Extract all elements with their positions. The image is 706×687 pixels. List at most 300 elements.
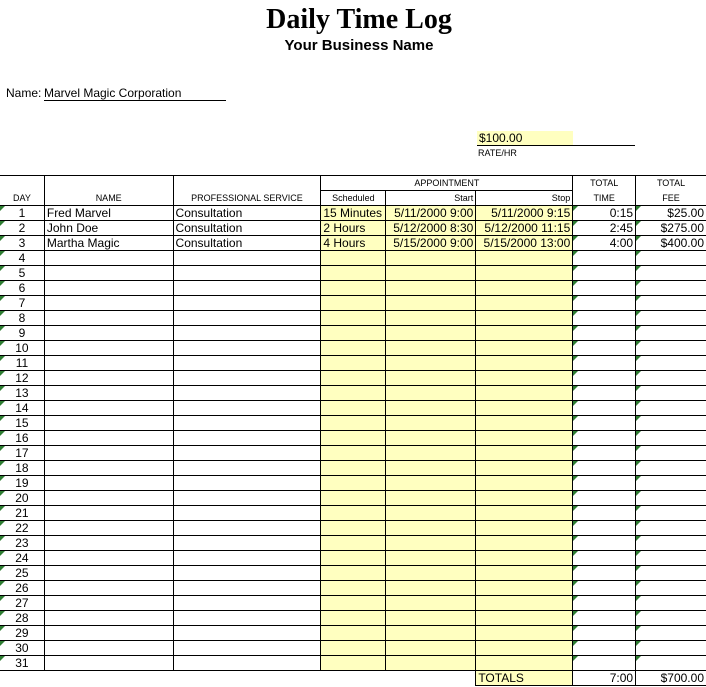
start-cell[interactable] — [386, 476, 476, 491]
cell-marker-icon — [636, 371, 641, 376]
scheduled-cell[interactable] — [321, 491, 386, 506]
day-cell — [0, 641, 44, 656]
name-cell[interactable] — [44, 626, 173, 641]
scheduled-cell[interactable] — [321, 506, 386, 521]
scheduled-cell[interactable] — [321, 281, 386, 296]
cell-marker-icon — [0, 431, 5, 436]
start-cell[interactable] — [386, 521, 476, 536]
table-row — [0, 356, 706, 371]
name-cell[interactable] — [44, 506, 173, 521]
day-cell-text: 6 — [18, 281, 26, 295]
start-cell[interactable] — [386, 611, 476, 626]
stop-cell[interactable] — [476, 476, 573, 491]
table-row — [0, 566, 706, 581]
cell-marker-icon — [0, 506, 5, 511]
scheduled-cell[interactable]: 2 Hours — [321, 221, 386, 236]
stop-cell[interactable] — [476, 581, 573, 596]
header-service-top — [173, 176, 321, 191]
total-time-cell — [573, 551, 636, 566]
cell-marker-icon — [0, 611, 5, 616]
scheduled-cell[interactable] — [321, 596, 386, 611]
cell-marker-icon — [0, 326, 5, 331]
table-row — [0, 491, 706, 506]
cell-marker-icon — [0, 236, 5, 241]
name-cell[interactable] — [44, 311, 173, 326]
day-cell — [0, 296, 44, 311]
name-cell[interactable] — [44, 326, 173, 341]
cell-marker-icon — [573, 491, 578, 496]
name-cell[interactable] — [44, 266, 173, 281]
stop-cell[interactable] — [476, 641, 573, 656]
scheduled-cell[interactable] — [321, 371, 386, 386]
service-cell[interactable] — [173, 281, 321, 296]
cell-marker-icon — [573, 356, 578, 361]
name-cell[interactable] — [44, 281, 173, 296]
cell-marker-icon — [573, 221, 578, 226]
cell-marker-icon — [636, 461, 641, 466]
scheduled-cell[interactable] — [321, 386, 386, 401]
table-row — [0, 521, 706, 536]
start-cell[interactable] — [386, 341, 476, 356]
day-cell-text: 12 — [15, 371, 29, 385]
total-fee-cell — [636, 296, 706, 311]
start-cell[interactable] — [386, 401, 476, 416]
header-name: NAME — [44, 191, 173, 206]
header-total-time-2: TIME — [573, 191, 636, 206]
day-cell — [0, 611, 44, 626]
scheduled-cell[interactable] — [321, 401, 386, 416]
cell-marker-icon — [0, 281, 5, 286]
name-cell[interactable] — [44, 341, 173, 356]
start-cell[interactable] — [386, 311, 476, 326]
start-cell[interactable]: 5/15/2000 9:00 — [386, 236, 476, 251]
start-cell[interactable] — [386, 641, 476, 656]
stop-cell[interactable] — [476, 491, 573, 506]
stop-cell[interactable] — [476, 431, 573, 446]
service-cell[interactable] — [173, 566, 321, 581]
service-cell[interactable] — [173, 251, 321, 266]
cell-marker-icon — [636, 641, 641, 646]
name-field[interactable]: Marvel Magic Corporation — [44, 86, 226, 101]
cell-marker-icon — [573, 446, 578, 451]
stop-cell[interactable] — [476, 281, 573, 296]
name-cell[interactable] — [44, 401, 173, 416]
service-cell[interactable] — [173, 536, 321, 551]
service-cell[interactable] — [173, 446, 321, 461]
total-fee-cell — [636, 626, 706, 641]
service-cell[interactable] — [173, 326, 321, 341]
day-cell — [0, 251, 44, 266]
table-row — [0, 311, 706, 326]
service-cell[interactable] — [173, 551, 321, 566]
service-cell[interactable] — [173, 611, 321, 626]
name-cell[interactable] — [44, 611, 173, 626]
start-cell[interactable] — [386, 386, 476, 401]
service-cell[interactable] — [173, 476, 321, 491]
table-row — [0, 296, 706, 311]
name-cell[interactable] — [44, 536, 173, 551]
total-time-cell — [573, 656, 636, 671]
stop-cell[interactable] — [476, 311, 573, 326]
total-fee-cell — [636, 476, 706, 491]
start-cell[interactable] — [386, 626, 476, 641]
table-row — [0, 596, 706, 611]
cell-marker-icon — [573, 566, 578, 571]
scheduled-cell[interactable] — [321, 551, 386, 566]
stop-cell[interactable] — [476, 371, 573, 386]
scheduled-cell[interactable] — [321, 431, 386, 446]
service-cell[interactable] — [173, 596, 321, 611]
start-cell[interactable] — [386, 596, 476, 611]
total-time-cell — [573, 491, 636, 506]
stop-cell[interactable]: 5/11/2000 9:15 — [476, 206, 573, 221]
scheduled-cell[interactable] — [321, 251, 386, 266]
table-row — [0, 401, 706, 416]
total-time-cell — [573, 236, 636, 251]
start-cell[interactable] — [386, 551, 476, 566]
stop-cell[interactable] — [476, 626, 573, 641]
total-fee-cell — [636, 401, 706, 416]
cell-marker-icon — [0, 641, 5, 646]
service-cell[interactable] — [173, 356, 321, 371]
cell-marker-icon — [573, 626, 578, 631]
cell-marker-icon — [573, 311, 578, 316]
scheduled-cell[interactable] — [321, 266, 386, 281]
stop-cell[interactable] — [476, 506, 573, 521]
service-cell[interactable] — [173, 416, 321, 431]
name-cell[interactable] — [44, 386, 173, 401]
day-cell-text: 30 — [15, 641, 29, 655]
total-fee-cell — [636, 236, 706, 251]
start-cell[interactable] — [386, 461, 476, 476]
total-time-cell — [573, 626, 636, 641]
header-total-time-1: TOTAL — [573, 176, 636, 191]
stop-cell[interactable] — [476, 326, 573, 341]
day-cell-text: 18 — [15, 461, 29, 475]
cell-marker-icon — [0, 536, 5, 541]
stop-cell[interactable] — [476, 596, 573, 611]
total-fee-cell — [636, 656, 706, 671]
cell-marker-icon — [573, 551, 578, 556]
day-cell — [0, 536, 44, 551]
scheduled-cell[interactable] — [321, 446, 386, 461]
name-cell[interactable] — [44, 566, 173, 581]
stop-cell[interactable] — [476, 266, 573, 281]
day-cell — [0, 446, 44, 461]
cell-marker-icon — [636, 251, 641, 256]
total-fee-cell — [636, 281, 706, 296]
service-cell[interactable] — [173, 461, 321, 476]
start-cell[interactable] — [386, 446, 476, 461]
total-time-cell — [573, 311, 636, 326]
scheduled-cell[interactable] — [321, 611, 386, 626]
cell-marker-icon — [636, 266, 641, 271]
total-fee-cell-text: $275.00 — [660, 221, 704, 235]
business-name[interactable]: Your Business Name — [284, 37, 434, 54]
start-cell[interactable]: 5/12/2000 8:30 — [386, 221, 476, 236]
total-time-cell — [573, 296, 636, 311]
table-row — [0, 386, 706, 401]
stop-cell[interactable] — [476, 356, 573, 371]
stop-cell[interactable]: 5/12/2000 11:15 — [476, 221, 573, 236]
day-cell-text: 22 — [15, 521, 29, 535]
cell-marker-icon — [636, 566, 641, 571]
service-cell[interactable] — [173, 401, 321, 416]
name-cell[interactable] — [44, 551, 173, 566]
day-cell-text: 9 — [18, 326, 26, 340]
scheduled-cell[interactable] — [321, 296, 386, 311]
cell-marker-icon — [573, 326, 578, 331]
table-row — [0, 281, 706, 296]
start-cell[interactable] — [386, 431, 476, 446]
start-cell[interactable] — [386, 281, 476, 296]
total-fee-cell-text: $25.00 — [667, 206, 704, 220]
service-cell[interactable] — [173, 386, 321, 401]
day-cell-text: 14 — [15, 401, 29, 415]
name-cell[interactable] — [44, 356, 173, 371]
day-cell-text: 10 — [15, 341, 29, 355]
start-cell[interactable] — [386, 326, 476, 341]
total-fee-cell — [636, 386, 706, 401]
stop-cell[interactable] — [476, 656, 573, 671]
total-time-cell — [573, 521, 636, 536]
cell-marker-icon — [0, 581, 5, 586]
name-cell[interactable]: Martha Magic — [44, 236, 173, 251]
total-fee-cell — [636, 416, 706, 431]
service-cell[interactable] — [173, 296, 321, 311]
table-row — [0, 326, 706, 341]
name-cell[interactable]: John Doe — [44, 221, 173, 236]
scheduled-cell[interactable]: 15 Minutes — [321, 206, 386, 221]
day-cell-text: 15 — [15, 416, 29, 430]
totals-time: 7:00 — [573, 671, 636, 686]
total-fee-cell — [636, 251, 706, 266]
day-cell — [0, 461, 44, 476]
total-fee-cell — [636, 506, 706, 521]
day-cell — [0, 521, 44, 536]
scheduled-cell[interactable] — [321, 641, 386, 656]
stop-cell[interactable] — [476, 341, 573, 356]
scheduled-cell[interactable]: 4 Hours — [321, 236, 386, 251]
scheduled-cell[interactable] — [321, 536, 386, 551]
start-cell[interactable] — [386, 536, 476, 551]
total-time-cell — [573, 281, 636, 296]
service-cell[interactable] — [173, 266, 321, 281]
service-cell[interactable] — [173, 581, 321, 596]
name-cell[interactable] — [44, 656, 173, 671]
cell-marker-icon — [573, 281, 578, 286]
cell-marker-icon — [0, 461, 5, 466]
table-row — [0, 581, 706, 596]
table-row — [0, 431, 706, 446]
cell-marker-icon — [0, 551, 5, 556]
start-cell[interactable] — [386, 371, 476, 386]
name-cell[interactable] — [44, 491, 173, 506]
cell-marker-icon — [0, 401, 5, 406]
header-appointment: APPOINTMENT — [321, 176, 573, 191]
day-cell — [0, 371, 44, 386]
stop-cell[interactable] — [476, 446, 573, 461]
total-time-cell — [573, 506, 636, 521]
start-cell[interactable]: 5/11/2000 9:00 — [386, 206, 476, 221]
day-cell — [0, 311, 44, 326]
start-cell[interactable] — [386, 506, 476, 521]
name-cell[interactable] — [44, 416, 173, 431]
day-cell-text: 17 — [15, 446, 29, 460]
stop-cell[interactable] — [476, 416, 573, 431]
scheduled-cell[interactable] — [321, 461, 386, 476]
service-cell[interactable] — [173, 626, 321, 641]
service-cell[interactable]: Consultation — [173, 221, 321, 236]
cell-marker-icon — [0, 566, 5, 571]
start-cell[interactable] — [386, 491, 476, 506]
start-cell[interactable] — [386, 296, 476, 311]
stop-cell[interactable] — [476, 251, 573, 266]
total-fee-cell — [636, 581, 706, 596]
stop-cell[interactable] — [476, 401, 573, 416]
start-cell[interactable] — [386, 581, 476, 596]
stop-cell[interactable] — [476, 551, 573, 566]
total-time-cell — [573, 596, 636, 611]
name-cell[interactable] — [44, 446, 173, 461]
total-time-cell-text: 0:15 — [609, 206, 634, 220]
day-cell-text: 8 — [18, 311, 26, 325]
cell-marker-icon — [573, 581, 578, 586]
total-time-cell — [573, 476, 636, 491]
scheduled-cell[interactable] — [321, 581, 386, 596]
name-cell[interactable] — [44, 461, 173, 476]
day-cell — [0, 236, 44, 251]
name-cell[interactable] — [44, 476, 173, 491]
stop-cell[interactable]: 5/15/2000 13:00 — [476, 236, 573, 251]
cell-marker-icon — [636, 476, 641, 481]
cell-marker-icon — [0, 251, 5, 256]
cell-marker-icon — [636, 656, 641, 661]
table-row — [0, 416, 706, 431]
cell-marker-icon — [573, 266, 578, 271]
name-cell[interactable] — [44, 431, 173, 446]
stop-cell[interactable] — [476, 566, 573, 581]
day-cell — [0, 341, 44, 356]
totals-fee: $700.00 — [636, 671, 706, 686]
service-cell[interactable]: Consultation — [173, 206, 321, 221]
cell-marker-icon — [573, 521, 578, 526]
service-cell[interactable] — [173, 371, 321, 386]
service-cell[interactable] — [173, 506, 321, 521]
day-cell-text: 13 — [15, 386, 29, 400]
cell-marker-icon — [573, 461, 578, 466]
start-cell[interactable] — [386, 566, 476, 581]
cell-marker-icon — [0, 476, 5, 481]
cell-marker-icon — [636, 431, 641, 436]
name-cell[interactable] — [44, 581, 173, 596]
cell-marker-icon — [636, 341, 641, 346]
name-cell[interactable] — [44, 296, 173, 311]
stop-cell[interactable] — [476, 386, 573, 401]
total-fee-cell — [636, 266, 706, 281]
cell-marker-icon — [0, 386, 5, 391]
day-cell — [0, 221, 44, 236]
total-fee-cell — [636, 566, 706, 581]
header-scheduled: Scheduled — [321, 191, 386, 206]
scheduled-cell[interactable] — [321, 521, 386, 536]
cell-marker-icon — [573, 611, 578, 616]
start-cell[interactable] — [386, 266, 476, 281]
cell-marker-icon — [0, 416, 5, 421]
cell-marker-icon — [636, 581, 641, 586]
stop-cell[interactable] — [476, 611, 573, 626]
cell-marker-icon — [636, 521, 641, 526]
service-cell[interactable] — [173, 641, 321, 656]
table-row — [0, 551, 706, 566]
service-cell[interactable] — [173, 521, 321, 536]
stop-cell[interactable] — [476, 521, 573, 536]
total-time-cell — [573, 326, 636, 341]
cell-marker-icon — [636, 416, 641, 421]
name-cell[interactable] — [44, 521, 173, 536]
service-cell[interactable] — [173, 491, 321, 506]
scheduled-cell[interactable] — [321, 356, 386, 371]
table-row — [0, 446, 706, 461]
service-cell[interactable] — [173, 311, 321, 326]
name-cell[interactable] — [44, 641, 173, 656]
start-cell[interactable] — [386, 656, 476, 671]
table-row — [0, 506, 706, 521]
cell-marker-icon — [636, 491, 641, 496]
cell-marker-icon — [0, 446, 5, 451]
name-cell[interactable] — [44, 251, 173, 266]
stop-cell[interactable] — [476, 536, 573, 551]
start-cell[interactable] — [386, 356, 476, 371]
cell-marker-icon — [573, 536, 578, 541]
service-cell[interactable]: Consultation — [173, 236, 321, 251]
start-cell[interactable] — [386, 416, 476, 431]
total-fee-cell — [636, 446, 706, 461]
scheduled-cell[interactable] — [321, 326, 386, 341]
cell-marker-icon — [636, 356, 641, 361]
name-cell[interactable] — [44, 596, 173, 611]
service-cell[interactable] — [173, 341, 321, 356]
table-row — [0, 536, 706, 551]
scheduled-cell[interactable] — [321, 566, 386, 581]
name-cell[interactable]: Fred Marvel — [44, 206, 173, 221]
name-cell[interactable] — [44, 371, 173, 386]
scheduled-cell[interactable] — [321, 341, 386, 356]
service-cell[interactable] — [173, 656, 321, 671]
scheduled-cell[interactable] — [321, 476, 386, 491]
cell-marker-icon — [636, 626, 641, 631]
stop-cell[interactable] — [476, 461, 573, 476]
total-fee-cell — [636, 311, 706, 326]
rate-field[interactable]: $100.00 — [477, 131, 573, 145]
start-cell[interactable] — [386, 251, 476, 266]
scheduled-cell[interactable] — [321, 311, 386, 326]
scheduled-cell[interactable] — [321, 656, 386, 671]
scheduled-cell[interactable] — [321, 626, 386, 641]
day-cell-text: 28 — [15, 611, 29, 625]
cell-marker-icon — [636, 296, 641, 301]
time-log-table — [0, 175, 706, 686]
total-fee-cell — [636, 356, 706, 371]
stop-cell[interactable] — [476, 296, 573, 311]
table-row — [0, 641, 706, 656]
table-row — [0, 236, 706, 251]
cell-marker-icon — [573, 296, 578, 301]
service-cell[interactable] — [173, 431, 321, 446]
scheduled-cell[interactable] — [321, 416, 386, 431]
total-fee-cell — [636, 371, 706, 386]
cell-marker-icon — [573, 401, 578, 406]
